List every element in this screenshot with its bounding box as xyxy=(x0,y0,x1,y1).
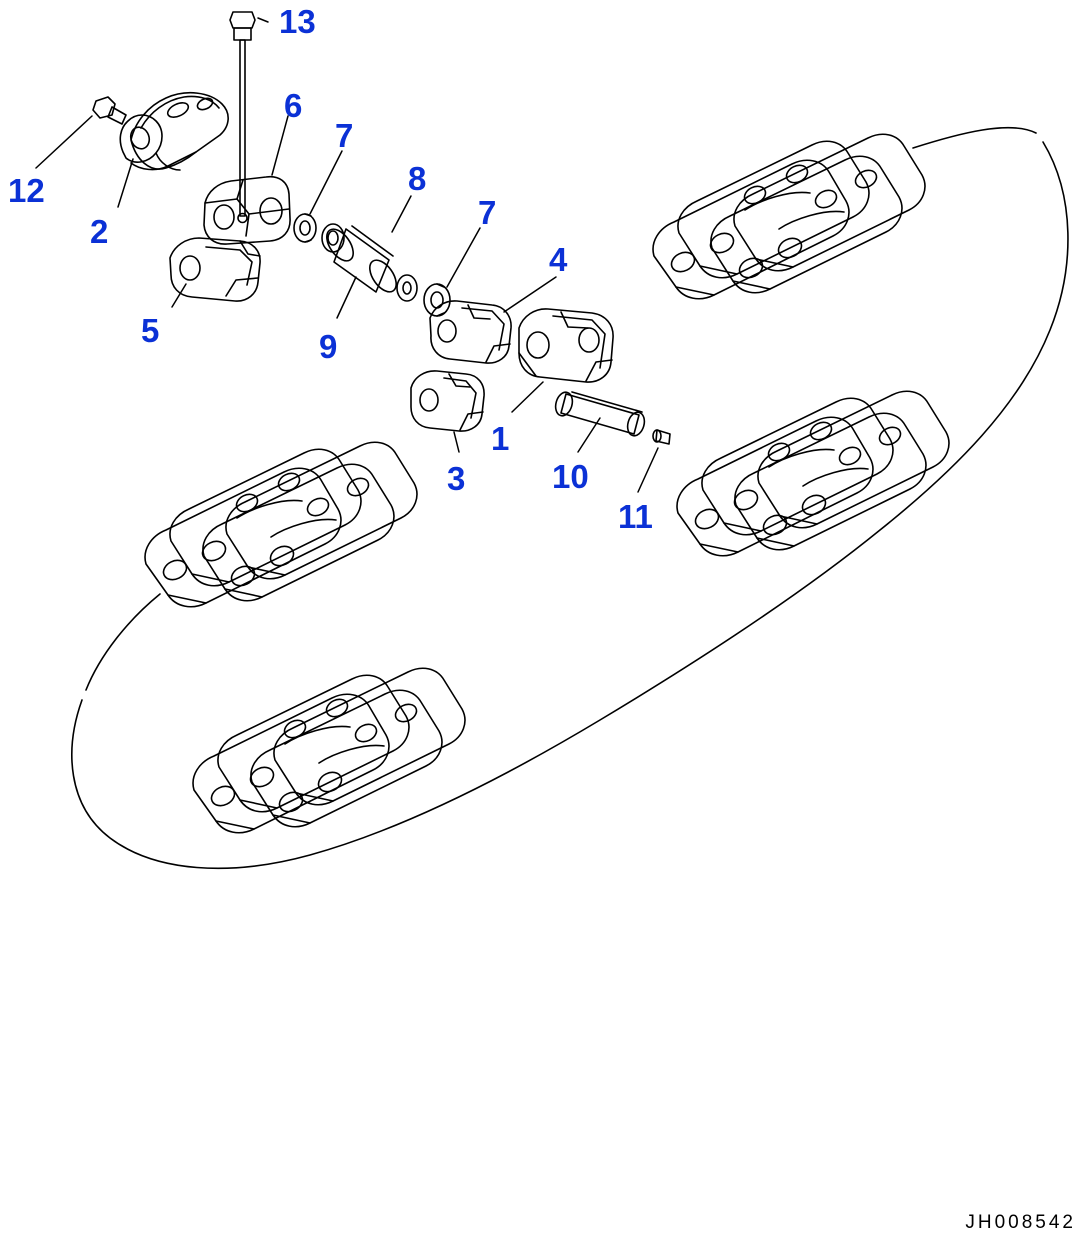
leader-2 xyxy=(118,159,133,207)
callout-10: 10 xyxy=(552,458,589,495)
callout-7-left: 7 xyxy=(335,117,354,154)
leader-11 xyxy=(638,448,658,492)
callout-2: 2 xyxy=(90,213,109,250)
leader-7-right xyxy=(447,228,480,287)
callout-12: 12 xyxy=(8,172,45,209)
callout-1: 1 xyxy=(491,420,510,457)
track-chain-middle-right xyxy=(677,391,949,555)
part-10-pin xyxy=(553,390,647,437)
part-5-link xyxy=(170,238,260,301)
track-chain-upper-right xyxy=(653,134,925,298)
callout-9: 9 xyxy=(319,328,338,365)
callout-13: 13 xyxy=(279,3,316,40)
part-11-plug xyxy=(653,430,670,444)
track-chain-left xyxy=(145,442,417,606)
leader-12 xyxy=(36,116,92,168)
part-8-pin xyxy=(321,225,401,297)
leader-4 xyxy=(504,277,556,312)
part-9-bushing xyxy=(322,224,344,252)
track-loop-outline xyxy=(72,128,1068,869)
track-chain-bottom xyxy=(193,668,465,832)
callout-7-right: 7 xyxy=(478,194,497,231)
callout-4: 4 xyxy=(549,241,568,278)
part-3-link xyxy=(411,371,484,431)
part-1-link xyxy=(519,309,613,382)
callout-5: 5 xyxy=(141,312,160,349)
leader-6 xyxy=(272,116,288,175)
part-2-link xyxy=(120,93,228,170)
leader-8 xyxy=(392,196,411,232)
leader-3 xyxy=(454,432,459,452)
part-7-washer-left xyxy=(294,214,316,242)
leader-7-left xyxy=(310,151,342,214)
callout-6: 6 xyxy=(284,87,303,124)
part-4-link xyxy=(430,301,511,363)
callout-8: 8 xyxy=(408,160,427,197)
leader-13 xyxy=(258,18,268,22)
part-7-washer-right xyxy=(397,275,417,301)
drawing-number: JH008542 xyxy=(965,1212,1076,1233)
leader-10 xyxy=(578,418,600,452)
part-6-link xyxy=(204,177,290,244)
leader-9 xyxy=(337,277,356,318)
part-7-washer-right-2 xyxy=(424,284,450,316)
part-12-bolt xyxy=(93,97,126,124)
part-13-bolt xyxy=(230,12,255,223)
leader-1 xyxy=(512,382,543,412)
callout-11: 11 xyxy=(618,498,653,535)
callout-3: 3 xyxy=(447,460,466,497)
